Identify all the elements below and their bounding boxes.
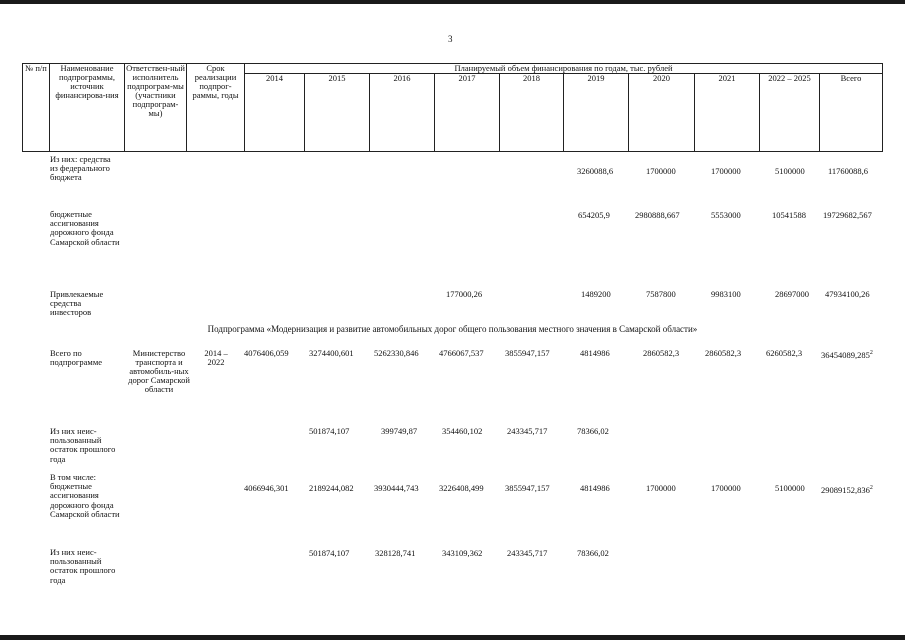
total-value: 29089152,836 (821, 484, 870, 495)
cell-value: 10541588 (772, 210, 806, 220)
cell-value: 2980888,667 (635, 210, 680, 220)
cell-value: 3855947,157 (505, 483, 550, 493)
cell-value: 328128,741 (375, 548, 416, 558)
header-year: 2016 (370, 74, 435, 152)
cell-value: 1700000 (646, 483, 676, 493)
cell-value: 501874,107 (309, 548, 350, 558)
header-table (22, 63, 883, 152)
cell-value: 5262330,846 (374, 348, 419, 358)
cell-value: 3855947,157 (505, 348, 550, 358)
cell-value: 4076406,059 (244, 348, 289, 358)
header-year: 2018 (500, 74, 564, 152)
row-label-federal: Из них: средства из федерального бюджета (50, 154, 111, 183)
cell-value: 1700000 (646, 166, 676, 176)
page-number: 3 (448, 34, 453, 44)
cell-value: 354460,102 (442, 426, 483, 436)
header-year: 2017 (435, 74, 500, 152)
cell-value: 343109,362 (442, 548, 483, 558)
header-year: 2019 (564, 74, 629, 152)
cell-value: 243345,717 (507, 548, 548, 558)
cell-value: 4066946,301 (244, 483, 289, 493)
cell-value: 78366,02 (577, 426, 609, 436)
header-name: Наименование подпрограммы, источник финансирова-ния (50, 64, 125, 152)
header-year: 2022 – 2025 (760, 74, 820, 152)
row-label-unused-remainder: Из них неис-пользованный остаток прошлого года (50, 547, 116, 585)
header-year: Всего (820, 74, 883, 152)
header-year: 2021 (695, 74, 760, 152)
header-year: 2014 (245, 74, 305, 152)
cell-value: 3274400,601 (309, 348, 354, 358)
header-year: 2020 (629, 74, 695, 152)
responsible-executor: Министерство транспорта и автомобиль-ных дорог Самарской области (128, 348, 190, 394)
row-label-road-fund: бюджетные ассигнования дорожного фонда Самарской области (50, 209, 120, 247)
cell-value-total (821, 349, 873, 360)
header-term: Срок реализации подпрог-раммы, годы (187, 64, 245, 152)
implementation-term: 2014 – 2022 (204, 348, 228, 367)
header-num: № п/п (23, 64, 50, 152)
cell-value: 1700000 (711, 166, 741, 176)
cell-value: 47934100,26 (825, 289, 870, 299)
header-responsible: Ответствен-ный исполнитель подпрограм-мы (участники подпрограм-мы) (125, 64, 187, 152)
cell-value: 5100000 (775, 483, 805, 493)
cell-value: 177000,26 (446, 289, 483, 299)
cell-value: 501874,107 (309, 426, 350, 436)
cell-value: 19729682,567 (823, 210, 872, 220)
cell-value-total (821, 484, 873, 495)
cell-value: 78366,02 (577, 548, 609, 558)
header-year: 2015 (305, 74, 370, 152)
cell-value: 3930444,743 (374, 483, 419, 493)
header-plan: Планируемый объем финансирования по годам, тыс. рублей (245, 64, 883, 74)
cell-value: 28697000 (775, 289, 809, 299)
cell-value: 2860582,3 (643, 348, 680, 358)
cell-value: 1489200 (581, 289, 611, 299)
footnote-mark: 2 (869, 485, 873, 491)
cell-value: 3260088,6 (577, 166, 614, 176)
footnote-mark: 2 (869, 350, 873, 356)
cell-value: 4814986 (580, 483, 610, 493)
cell-value: 9983100 (711, 289, 741, 299)
cell-value: 11760088,6 (828, 166, 869, 176)
cell-value: 399749,87 (381, 426, 418, 436)
cell-value: 243345,717 (507, 426, 548, 436)
cell-value: 7587800 (646, 289, 676, 299)
cell-value: 5553000 (711, 210, 741, 220)
cell-value: 5100000 (775, 166, 805, 176)
cell-value: 2189244,082 (309, 483, 354, 493)
cell-value: 654205,9 (578, 210, 610, 220)
cell-value: 2860582,3 (705, 348, 742, 358)
top-border-bar (0, 0, 905, 4)
cell-value: 3226408,499 (439, 483, 484, 493)
row-label-investors: Привлекаемые средства инвесторов (50, 289, 104, 318)
cell-value: 1700000 (711, 483, 741, 493)
row-label-including-road-fund: В том числе: бюджетные ассигнования дорожного фонда Самарской области (50, 472, 120, 519)
cell-value: 6260582,3 (766, 348, 803, 358)
subprogram-title: Подпрограмма «Модернизация и развитие автомобильных дорог общего пользования местного значения в Самарской области» (207, 324, 698, 334)
row-label-unused-remainder: Из них неис-пользованный остаток прошлого года (50, 426, 116, 464)
bottom-border-bar (0, 635, 905, 640)
total-value: 36454089,285 (821, 349, 870, 360)
cell-value: 4766067,537 (439, 348, 484, 358)
cell-value: 4814986 (580, 348, 610, 358)
row-label-subprogram-total: Всего по подпрограмме (50, 348, 102, 368)
